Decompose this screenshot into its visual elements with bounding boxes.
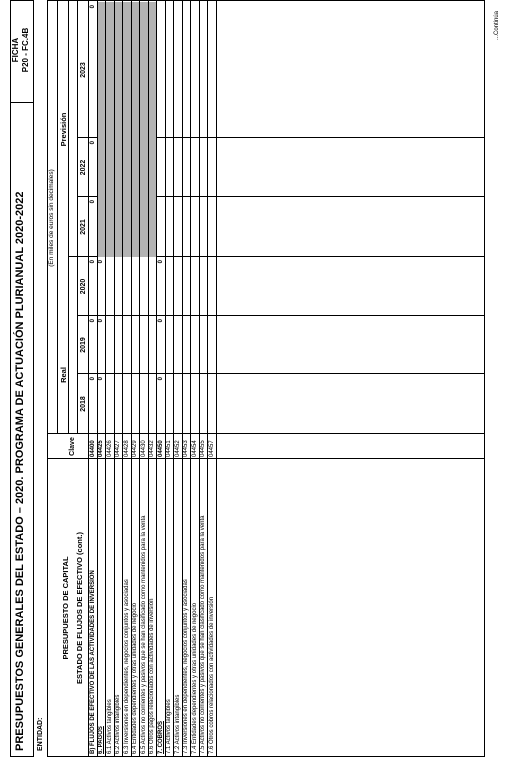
ficha-divider xyxy=(10,102,33,103)
ficha-code: P20 - FC.4B xyxy=(21,27,30,73)
row-value-2023: 0 xyxy=(89,5,96,9)
table-row xyxy=(165,2,174,757)
units-note: (En miles de euros sin decimales) xyxy=(48,169,55,267)
row-label: 6.3 Inversiones en dependientes, negocios conjuntos y asociadas xyxy=(123,579,130,754)
row-value-2020: 0 xyxy=(89,260,96,264)
row-label: 7.5 Activos no corrientes y pasivos que se han clasificado como mantenidos para la venta xyxy=(200,515,206,754)
year-2021: 2021 xyxy=(80,219,87,235)
year-2023: 2023 xyxy=(80,62,87,78)
row-clave: 04432 xyxy=(149,440,155,457)
row-value-2020: 0 xyxy=(98,260,104,264)
row-clave: 04427 xyxy=(115,440,121,457)
row-label: 6.2 Activos intangibles xyxy=(115,694,121,754)
year-2022: 2022 xyxy=(80,159,87,176)
row-label: 7. COBROS xyxy=(157,720,164,754)
row-clave: 04453 xyxy=(183,440,189,457)
row-label: 7.3 Inversiones en dependientes, negocios conjuntos y asociadas xyxy=(183,579,189,754)
row-clave: 04400 xyxy=(89,440,96,457)
ficha-label: FICHA xyxy=(11,37,20,63)
year-2020: 2020 xyxy=(80,278,87,295)
entidad-label: ENTIDAD: xyxy=(37,717,44,751)
table-title-1: PRESUPUESTO DE CAPITAL xyxy=(61,556,70,660)
row-label: 6.4 Entidades dependientes y otras unidades de negocio xyxy=(132,602,138,754)
page-title: PRESUPUESTOS GENERALES DEL ESTADO – 2020. PROGRAMA DE ACTUACIÓN PLURIANUAL 2020-2022 xyxy=(14,191,26,751)
row-clave: 04430 xyxy=(140,440,147,457)
table-row xyxy=(105,2,114,757)
year-2019: 2019 xyxy=(80,337,87,353)
row-value-2018: 0 xyxy=(98,377,104,381)
row-value-2019: 0 xyxy=(98,319,104,323)
row-clave: 04425 xyxy=(98,440,104,457)
row-label: 7.4 Entidades dependientes y otras unidades de negocio xyxy=(191,602,198,754)
real-header: Real xyxy=(58,367,68,383)
prevision-header: Previsión xyxy=(58,112,68,147)
table-title-2: ESTADO DE FLUJOS DE EFECTIVO (cont.) xyxy=(75,532,84,684)
table-row xyxy=(190,2,199,757)
row-label: B) FLUJOS DE EFECTIVO DE LAS ACTIVIDADES DE INVERSIÓN xyxy=(89,570,96,754)
table-row xyxy=(148,2,157,757)
row-clave: 04426 xyxy=(106,440,113,457)
row-clave: 04455 xyxy=(200,440,206,457)
table-row xyxy=(207,2,216,757)
table-row xyxy=(139,2,148,757)
table-row xyxy=(122,2,131,757)
clave-header: Clave xyxy=(69,437,76,456)
table-body xyxy=(88,2,216,757)
row-value-2018: 0 xyxy=(157,377,164,381)
table-row xyxy=(182,2,191,757)
row-value-2019: 0 xyxy=(157,319,164,323)
row-value-2022: 0 xyxy=(89,141,96,145)
row-value-2021: 0 xyxy=(89,200,96,204)
table-row xyxy=(114,2,123,757)
row-clave: 04428 xyxy=(123,440,130,457)
table-row xyxy=(199,2,208,757)
row-line xyxy=(216,1,217,757)
table-row xyxy=(173,2,182,757)
row-label: 6. PAGOS xyxy=(98,726,104,754)
row-clave: 04450 xyxy=(157,440,164,457)
row-label: 7.1 Activos tangibles xyxy=(166,699,172,754)
row-clave: 04452 xyxy=(174,440,181,457)
row-label: 7.2 Activos intangibles xyxy=(174,694,181,754)
table-row xyxy=(88,2,97,757)
row-clave: 04457 xyxy=(208,440,215,457)
year-2018: 2018 xyxy=(80,396,87,412)
row-clave: 04454 xyxy=(191,440,198,457)
row-label: 6.5 Activos no corrientes y pasivos que se han clasificado como mantenidos para la venta xyxy=(140,515,147,754)
row-label: 7.6 Otros cobros relacionados con actividades de inversión xyxy=(208,596,215,754)
table-row xyxy=(131,2,140,757)
row-clave: 04451 xyxy=(166,440,172,457)
continua-note: ...Continúa xyxy=(494,10,500,40)
table-row xyxy=(156,2,165,757)
row-value-2020: 0 xyxy=(157,260,164,264)
row-value-2018: 0 xyxy=(89,377,96,381)
row-label: 6.6 Otros pagos relacionados con actividades de inversión xyxy=(149,598,155,754)
table-row xyxy=(97,2,106,757)
row-value-2019: 0 xyxy=(89,319,96,323)
row-clave: 04429 xyxy=(132,440,138,457)
row-label: 6.1 Activos tangibles xyxy=(106,699,113,754)
